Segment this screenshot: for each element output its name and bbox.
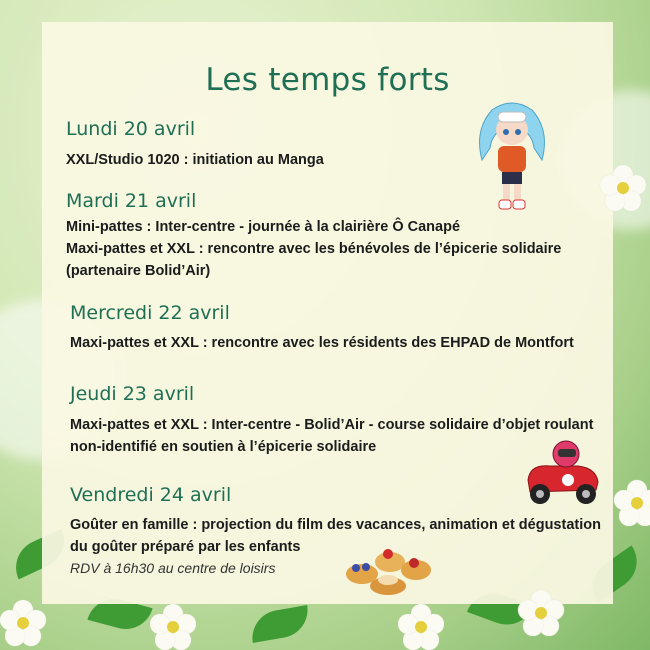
white-flower-icon [614,480,650,526]
white-flower-icon [0,600,46,646]
day-heading-thursday: Jeudi 23 avril [70,383,195,405]
page-title: Les temps forts [205,62,450,98]
event-line: Maxi-pattes et XXL : rencontre avec les résidents des EHPAD de Montfort [70,335,574,351]
white-flower-icon [398,604,444,650]
white-flower-icon [518,590,564,636]
event-line: XXL/Studio 1020 : initiation au Manga [66,152,324,168]
event-line: (partenaire Bolid’Air) [66,263,211,279]
pastries-illustration [344,540,434,598]
day-heading-tuesday: Mardi 21 avril [66,190,197,212]
race-car-illustration [520,436,604,508]
event-line: du goûter préparé par les enfants [70,539,301,555]
event-note: RDV à 16h30 au centre de loisirs [70,560,276,576]
event-line: Maxi-pattes et XXL : Inter-centre - Bolid’Air - course solidaire d’objet roulant [70,417,594,433]
event-line: Mini-pattes : Inter-centre - journée à la clairière Ô Canapé [66,219,461,235]
day-heading-wednesday: Mercredi 22 avril [70,302,230,324]
event-line: non-identifié en soutien à l’épicerie solidaire [70,439,377,455]
event-line: Goûter en famille : projection du film des vacances, animation et dégustation [70,517,601,533]
day-heading-friday: Vendredi 24 avril [70,484,232,506]
event-line: Maxi-pattes et XXL : rencontre avec les bénévoles de l’épicerie solidaire [66,241,562,257]
green-leaf-icon [248,605,312,643]
white-flower-icon [600,165,646,211]
day-heading-monday: Lundi 20 avril [66,118,196,140]
manga-girl-illustration [472,100,552,216]
white-flower-icon [150,604,196,650]
